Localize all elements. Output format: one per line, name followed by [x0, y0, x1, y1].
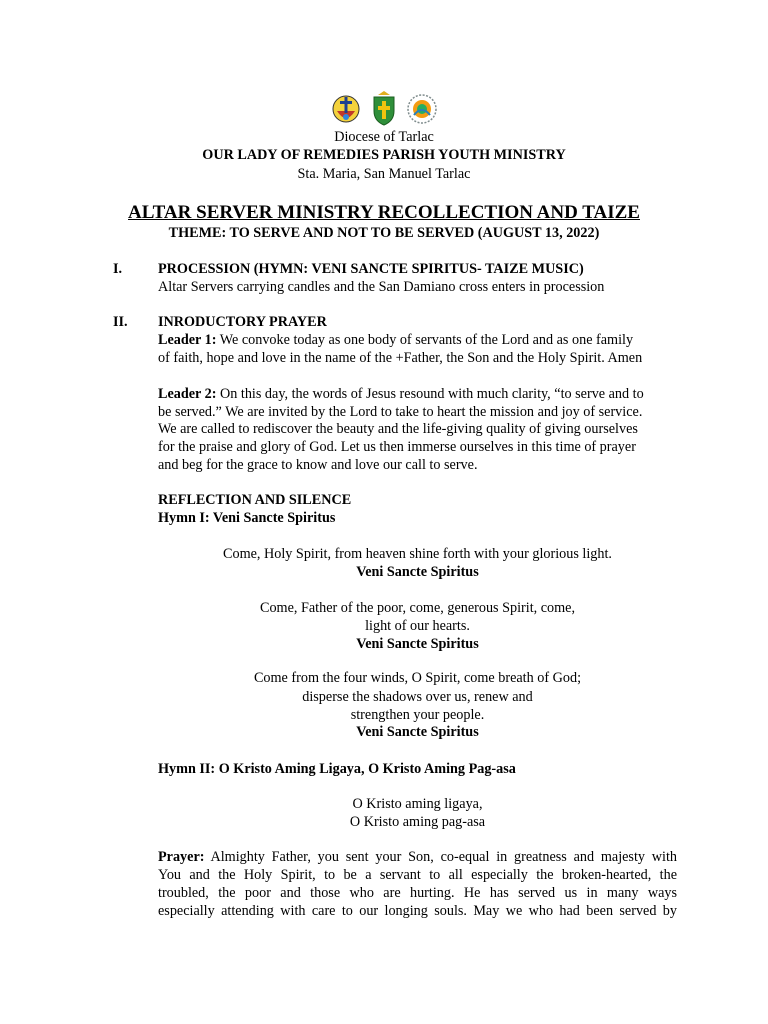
prayer-text: Almighty Father, you sent your Son, co-equal in greatness and majesty with — [204, 849, 677, 865]
leader1-text-line: of faith, hope and love in the name of the +Father, the Son and the Holy Spirit. Amen — [158, 350, 643, 366]
hymn-verse-line: disperse the shadows over us, renew and — [302, 689, 533, 705]
hymn1-title: Hymn I: Veni Sancte Spiritus — [158, 510, 336, 526]
page-title: ALTAR SERVER MINISTRY RECOLLECTION AND TAIZE — [128, 202, 640, 223]
youth-ministry-logo — [406, 91, 438, 127]
leader2-text-line: We are called to rediscover the beauty and the life-giving quality of giving ourselves — [158, 421, 638, 437]
prayer-line: troubled, the poor and those who are hurting. He has served us in many ways — [158, 885, 677, 901]
section-number: II. — [113, 314, 128, 330]
leader1-label: Leader 1: — [158, 332, 217, 348]
leader1-paragraph-line — [158, 332, 633, 349]
hymn-refrain: Veni Sancte Spiritus — [356, 724, 479, 740]
hymn-verse-line: light of our hearts. — [365, 618, 470, 634]
prayer-paragraph — [158, 848, 677, 920]
leader2-paragraph-line — [158, 386, 644, 403]
section-text: Altar Servers carrying candles and the San Damiano cross enters in procession — [158, 279, 605, 295]
hymn-verse-line: strengthen your people. — [350, 707, 485, 723]
hymn-verse-line: Come from the four winds, O Spirit, come breath of God; — [253, 670, 582, 686]
ministry-name: OUR LADY OF REMEDIES PARISH YOUTH MINISTRY — [202, 147, 566, 163]
header-logos — [0, 91, 768, 127]
hymn-verse-line: O Kristo aming pag-asa — [349, 814, 486, 830]
leader2-text-line: be served.” We are invited by the Lord to take to heart the mission and joy of service. — [158, 404, 643, 420]
section-heading: PROCESSION (HYMN: VENI SANCTE SPIRITUS- TAIZE MUSIC) — [158, 261, 584, 277]
section-heading: INRODUCTORY PRAYER — [158, 314, 327, 330]
prayer-line — [158, 848, 677, 866]
hymn-verse-line: O Kristo aming ligaya, — [352, 796, 483, 812]
hymn-refrain: Veni Sancte Spiritus — [356, 636, 479, 652]
parish-shield-logo — [368, 91, 400, 127]
diocese-seal-logo — [330, 91, 362, 127]
hymn-refrain: Veni Sancte Spiritus — [356, 564, 479, 580]
hymn-verse-line: Come, Father of the poor, come, generous Spirit, come, — [259, 600, 576, 616]
hymn-verse-line: Come, Holy Spirit, from heaven shine forth with your glorious light. — [223, 546, 612, 562]
prayer-line: especially attending with care to our longing souls. May we who had been served by — [158, 903, 677, 919]
prayer-line: You and the Holy Spirit, to be a servant to all especially the broken-hearted, the — [158, 867, 677, 883]
hymn2-title: Hymn II: O Kristo Aming Ligaya, O Kristo Aming Pag-asa — [158, 761, 516, 777]
leader2-text-line: for the praise and glory of God. Let us then immerse ourselves in this time of prayer — [158, 439, 636, 455]
leader1-text: We convoke today as one body of servants of the Lord and as one family — [216, 332, 634, 348]
prayer-label: Prayer: — [158, 849, 205, 865]
section-number: I. — [113, 261, 123, 277]
parish-location: Sta. Maria, San Manuel Tarlac — [297, 166, 471, 182]
leader2-label: Leader 2: — [158, 386, 217, 402]
diocese-name: Diocese of Tarlac — [334, 129, 434, 145]
theme-line: THEME: TO SERVE AND NOT TO BE SERVED (AUGUST 13, 2022) — [168, 225, 600, 241]
leader2-text-line: and beg for the grace to know and love our call to serve. — [158, 457, 478, 473]
leader2-text: On this day, the words of Jesus resound with much clarity, “to serve and to — [216, 386, 644, 402]
reflection-heading: REFLECTION AND SILENCE — [158, 492, 352, 508]
